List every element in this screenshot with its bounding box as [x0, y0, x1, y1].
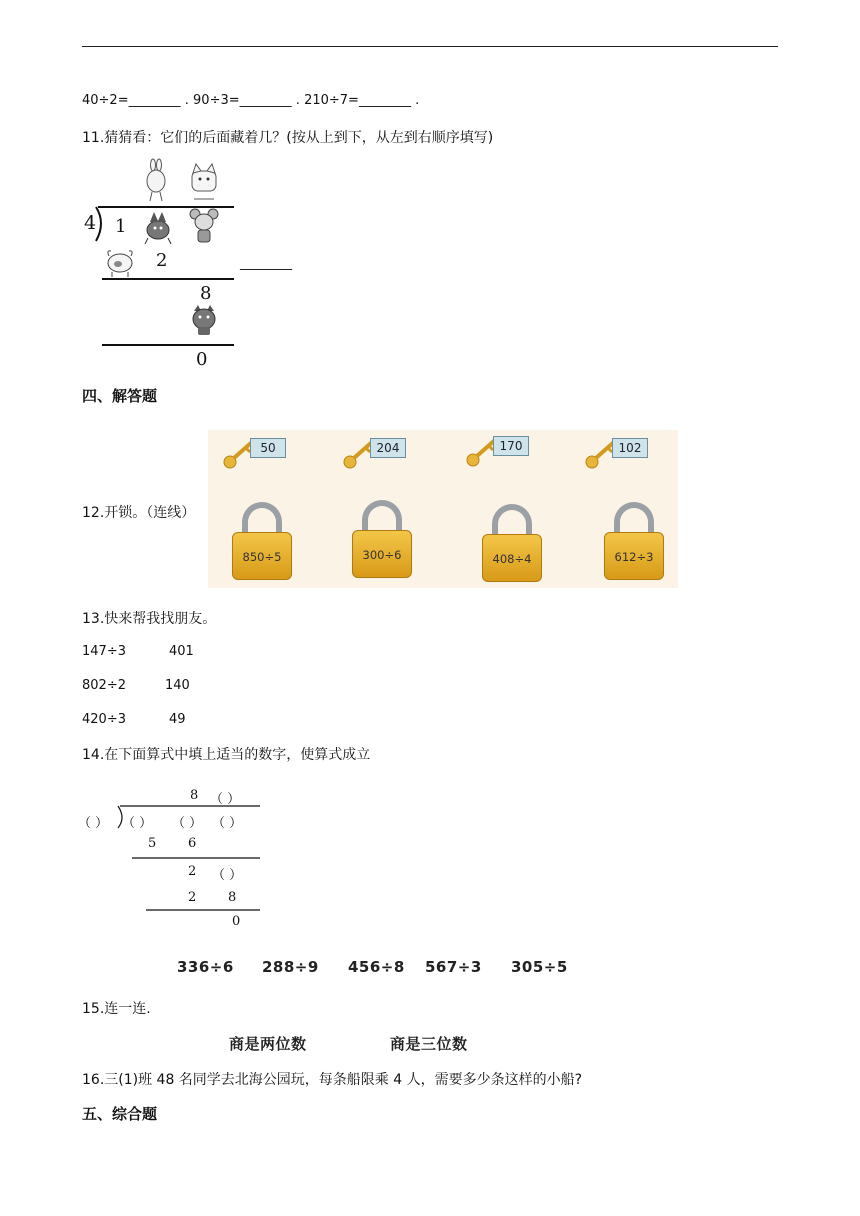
q10-blank-1[interactable]: ________: [128, 93, 181, 108]
key-value: 170: [493, 436, 529, 456]
q10-expr-3: 210÷7=: [304, 93, 359, 108]
key-1[interactable]: [222, 436, 276, 474]
q10-blank-3[interactable]: ________: [358, 93, 411, 108]
lock-expression: 612÷3: [604, 532, 664, 580]
q13-right-2[interactable]: 140: [165, 678, 190, 693]
cow-icon: [108, 251, 132, 277]
lock-expression: 300÷6: [352, 530, 412, 578]
q13-left-3[interactable]: 420÷3: [82, 712, 126, 727]
q12-label: 12.开锁。（连线）: [82, 505, 196, 521]
dog-icon: [193, 305, 215, 335]
digit-2: 2: [188, 864, 197, 879]
product-digit-5: 5: [148, 836, 157, 851]
product-digit-2: 2: [156, 250, 168, 271]
key-value: 50: [250, 438, 286, 458]
digit-8: 8: [200, 283, 212, 304]
q15-expr-1[interactable]: 336÷6: [177, 958, 234, 976]
q10-line: [82, 93, 419, 108]
q14-long-division: [78, 784, 272, 934]
q10-sep-1: .: [184, 93, 189, 108]
q15-expr-4[interactable]: 567÷3: [425, 958, 482, 976]
digit-blank[interactable]: （ ）: [212, 868, 243, 883]
lock-1[interactable]: [232, 502, 292, 582]
q13-left-1[interactable]: 147÷3: [82, 644, 126, 659]
q12-lock-panel: [208, 430, 678, 588]
section-heading-4: 四、解答题: [82, 387, 158, 405]
q10-sep-3: .: [415, 93, 420, 108]
lock-expression: 850÷5: [232, 532, 292, 580]
section-heading-5: 五、综合题: [82, 1105, 158, 1123]
remainder-0: 0: [196, 349, 208, 370]
product-digit-6: 6: [188, 836, 197, 851]
q11-answer-blank[interactable]: ________: [240, 256, 292, 271]
q10-sep-2: .: [295, 93, 300, 108]
key-value: 102: [612, 438, 648, 458]
quotient-blank[interactable]: （ ）: [210, 792, 241, 807]
lock-4[interactable]: [604, 502, 664, 582]
q14-division-svg: [82, 784, 272, 934]
cat-icon: [192, 164, 216, 199]
remainder-0: 0: [232, 914, 241, 929]
q15-title: 15.连一连.: [82, 1001, 151, 1017]
key-3[interactable]: [465, 434, 523, 472]
key-value: 204: [370, 438, 406, 458]
q15-category-three-digit[interactable]: 商是三位数: [390, 1035, 468, 1053]
header-rule: [82, 46, 778, 47]
product-digit-2: 2: [188, 890, 197, 905]
lock-expression: 408÷4: [482, 534, 542, 582]
q14-title: 14.在下面算式中填上适当的数字，使算式成立: [82, 747, 371, 763]
quotient-digit-8: 8: [190, 788, 199, 803]
product-digit-8: 8: [228, 890, 237, 905]
q13-title: 13.快来帮我找朋友。: [82, 611, 217, 627]
q11-title: 11.猜猜看：它们的后面藏着几？(按从上到下，从左到右顺序填写): [82, 130, 494, 146]
q15-expr-3[interactable]: 456÷8: [348, 958, 405, 976]
q16-text: 16.三(1)班 48 名同学去北海公园玩，每条船限乘 4 人，需要多少条这样的小船?: [82, 1072, 583, 1088]
q15-expr-2[interactable]: 288÷9: [262, 958, 319, 976]
lock-2[interactable]: [352, 500, 412, 580]
dividend-blank-1[interactable]: （ ）: [122, 816, 153, 831]
dividend-blank-3[interactable]: （ ）: [212, 816, 243, 831]
dividend-digit-1: 1: [115, 216, 127, 237]
mouse-icon: [190, 209, 218, 242]
q13-right-1[interactable]: 401: [169, 644, 194, 659]
key-2[interactable]: [342, 436, 400, 474]
q13-left-2[interactable]: 802÷2: [82, 678, 126, 693]
q10-expr-2: 90÷3=: [193, 93, 240, 108]
key-4[interactable]: [584, 436, 642, 474]
fox-icon: [145, 212, 171, 244]
q10-blank-2[interactable]: ________: [239, 93, 292, 108]
dividend-blank-2[interactable]: （ ）: [172, 816, 203, 831]
divisor-blank[interactable]: （ ）: [78, 816, 109, 831]
divisor-4: 4: [84, 212, 97, 234]
rabbit-icon: [147, 159, 165, 201]
q15-expr-5[interactable]: 305÷5: [511, 958, 568, 976]
lock-3[interactable]: [482, 504, 542, 584]
q10-expr-1: 40÷2=: [82, 93, 129, 108]
division-bracket: [96, 207, 101, 241]
q15-category-two-digit[interactable]: 商是两位数: [229, 1035, 307, 1053]
q13-right-3[interactable]: 49: [169, 712, 186, 727]
